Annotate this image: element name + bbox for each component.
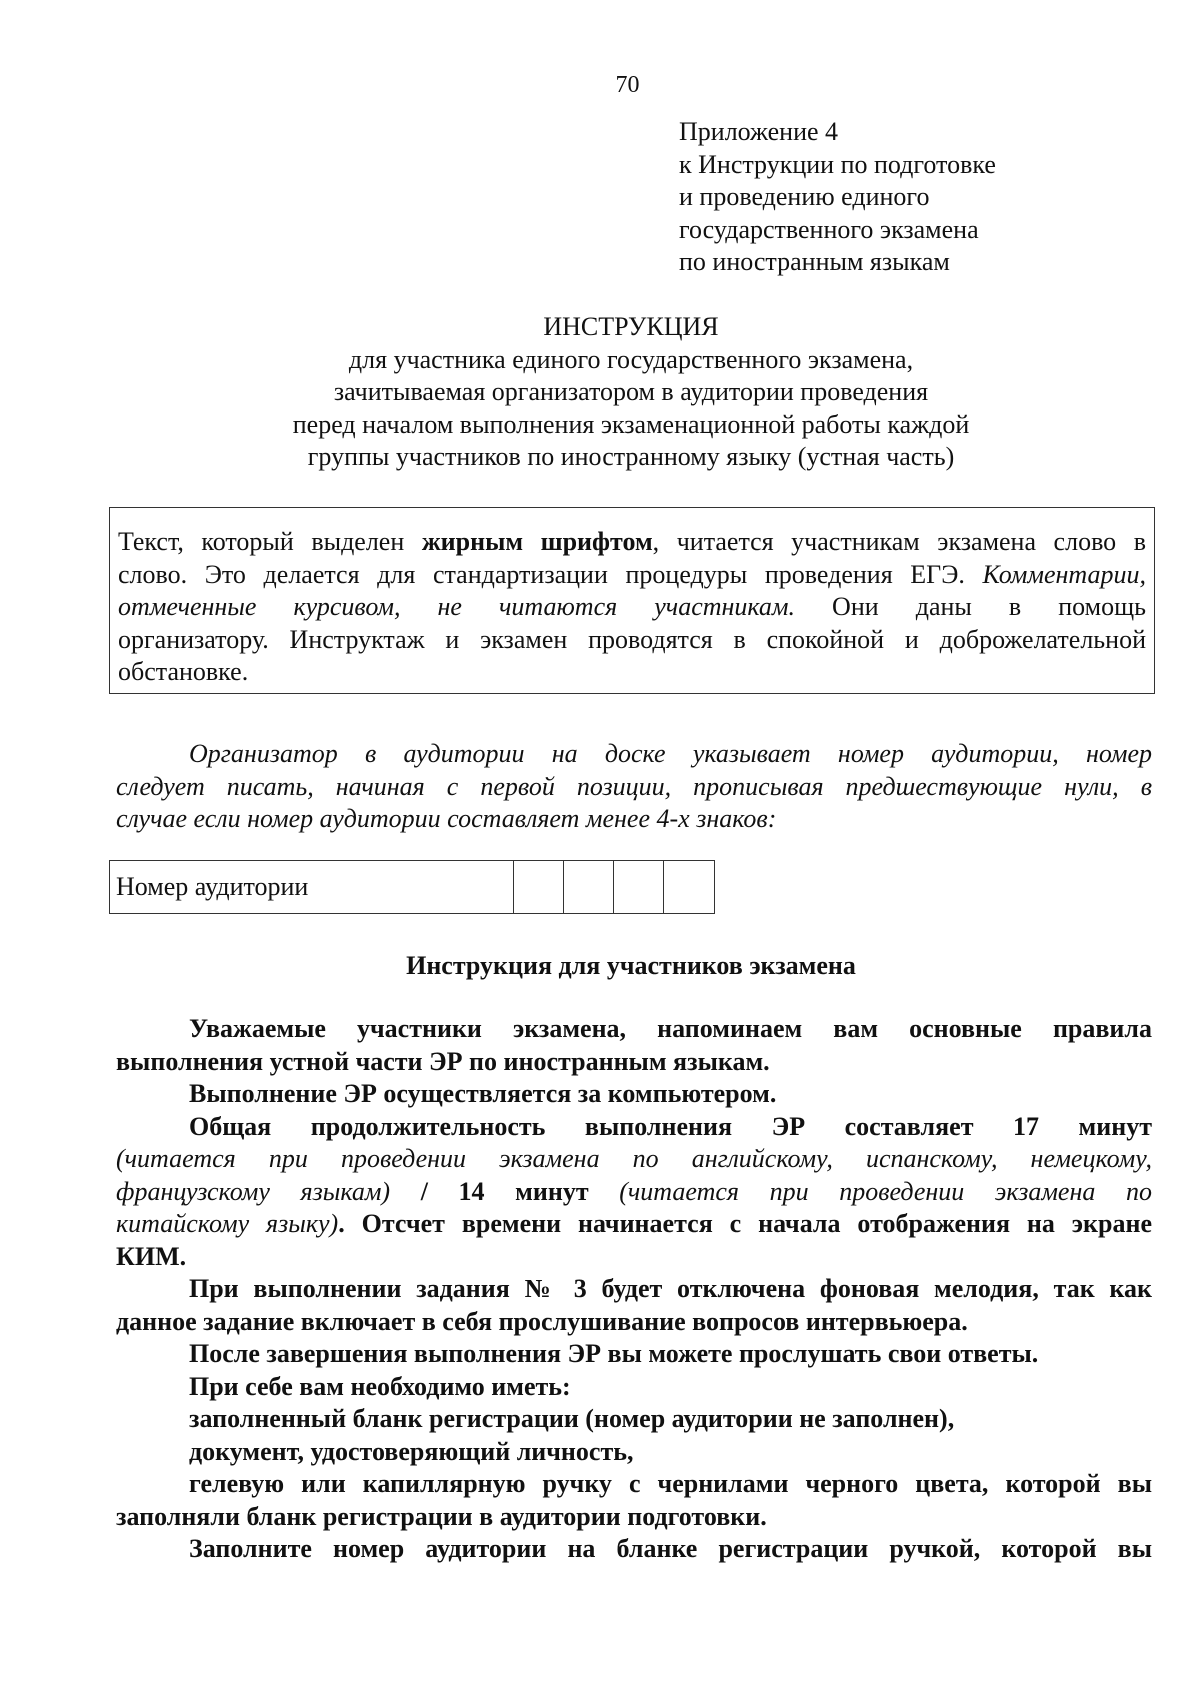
instruction-line: (читается при проведении экзамена по английскому, испанскому, немецкому, [116,1144,1152,1173]
title-subtitle-line: перед началом выполнения экзаменационной работы каждой [292,409,970,439]
room-number-digit-cell [614,861,664,913]
section-heading: Инструкция для участников экзамена [406,951,856,980]
annex-line: государственного экзамена [679,214,979,244]
annex-line: по иностранным языкам [679,247,950,276]
room-number-digit-cell [564,861,614,913]
instruction-italic-text: (читается при проведении экзамена по [619,1176,1152,1206]
document-title [0,311,1200,474]
instruction-line: Уважаемые участники экзамена, напоминаем вам основные правила [189,1014,1152,1043]
annex-line: Приложение 4 [679,117,839,146]
notice-text: слово. Это делается для стандартизации процедуры проведения ЕГЭ. [118,559,983,589]
instruction-line [116,1176,1152,1209]
instruction-bold-text: / 14 минут [390,1176,620,1206]
room-number-label: Номер аудитории [110,861,514,913]
organizer-note-line: Организатор в аудитории на доске указывает номер аудитории, номер [189,739,1152,768]
page-number: 70 [615,72,640,98]
notice-line [118,591,1146,624]
notice-bold-text: жирным шрифтом [421,527,653,556]
annex-line: к Инструкции по подготовке [679,149,996,179]
notice-italic-text: Комментарии, [982,559,1146,589]
notice-line: обстановке. [118,657,249,686]
instruction-line: Заполните номер аудитории на бланке регистрации ручкой, которой вы [189,1534,1152,1563]
organizer-note-line: случае если номер аудитории составляет менее 4-х знаков: [116,804,777,833]
annex-line: и проведению единого [679,182,930,211]
notice-line [118,526,1146,559]
instruction-line: После завершения выполнения ЭР вы можете прослушать свои ответы. [189,1339,1039,1368]
instruction-line: заполняли бланк регистрации в аудитории подготовки. [116,1501,767,1531]
instruction-line: заполненный бланк регистрации (номер аудитории не заполнен), [189,1404,955,1433]
notice-line [118,559,1146,592]
title-subtitle-line: для участника единого государственного экзамена, [348,344,914,374]
instruction-line: Выполнение ЭР осуществляется за компьютером. [189,1079,777,1108]
instruction-line: При себе вам необходимо иметь: [189,1371,571,1401]
title-subtitle-line: группы участников по иностранному языку (устная часть) [307,442,955,471]
notice-italic-text: отмеченные курсивом, не читаются участникам. [118,592,796,621]
organizer-note [116,738,1152,836]
reading-rules-box [109,507,1155,694]
instruction-bold-text: . Отсчет времени начинается с начала отображения на экране [338,1209,1153,1238]
room-number-table [109,860,715,914]
room-number-digit-cell [664,861,714,913]
instruction-italic-text: китайскому языку) [116,1209,339,1238]
instruction-line: При выполнении задания № 3 будет отключена фоновая мелодия, так как [189,1274,1152,1303]
instruction-line: данное задание включает в себя прослушивание вопросов интервьюера. [116,1306,968,1336]
title-subtitle-line: зачитываемая организатором в аудитории проведения [333,377,929,406]
instruction-line: выполнения устной части ЭР по иностранным языкам. [116,1046,770,1076]
instruction-line: гелевую или капиллярную ручку с чернилами черного цвета, которой вы [189,1469,1152,1498]
instruction-line: КИМ. [116,1241,187,1271]
title-heading: ИНСТРУКЦИЯ [543,312,719,341]
room-number-digit-cell [514,861,564,913]
instruction-line: Общая продолжительность выполнения ЭР составляет 17 минут [189,1111,1152,1141]
instruction-italic-text: французскому языкам) [116,1176,391,1206]
notice-text: Текст, который выделен [118,527,422,556]
instruction-line [116,1208,1152,1241]
instruction-line: документ, удостоверяющий личность, [189,1436,634,1466]
annex-reference [679,116,996,279]
notice-text: Они даны в помощь [795,592,1146,621]
participant-instructions [116,1013,1152,1566]
notice-line: организатору. Инструктаж и экзамен проводятся в спокойной и доброжелательной [118,624,1146,654]
notice-text: , читается участникам экзамена слово в [652,527,1146,556]
organizer-note-line: следует писать, начиная с первой позиции, прописывая предшествующие нули, в [116,771,1152,801]
